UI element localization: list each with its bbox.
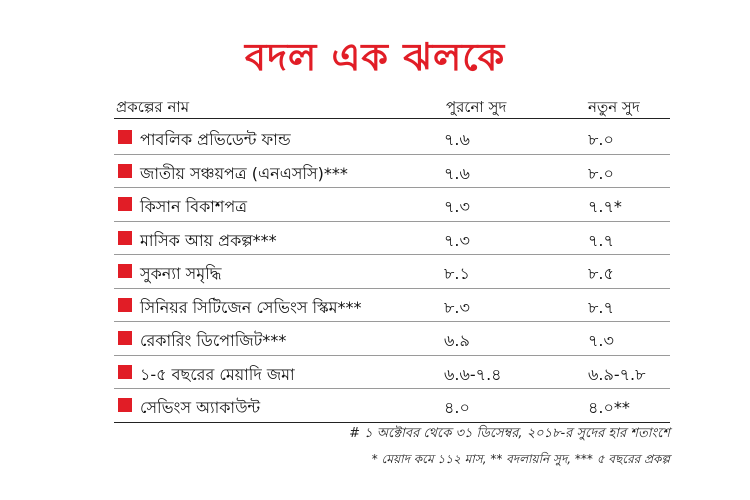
red-square-bullet-icon [118, 197, 132, 211]
red-square-bullet-icon [118, 298, 132, 312]
table-header [114, 94, 670, 119]
red-square-bullet-icon [118, 231, 132, 245]
header-old-rate: পুরনো সুদ [446, 98, 507, 116]
table-row [114, 356, 670, 390]
footnote-rate-period: # ১ অক্টোবর থেকে ৩১ ডিসেম্বর, ২০১৮-র সুদের হার শতাংশে [349, 426, 670, 441]
old-rate: ৬.৬-৭.৪ [444, 364, 502, 384]
scheme-name: রেকারিং ডিপোজিট*** [140, 331, 287, 350]
header-new-rate: নতুন সুদ [588, 98, 640, 116]
old-rate: ৭.৬ [444, 163, 470, 183]
new-rate: ৮.৭ [588, 297, 614, 317]
table-row [114, 188, 670, 222]
scheme-name: সিনিয়র সিটিজেন সেভিংস স্কিম*** [140, 297, 362, 317]
scheme-name: মাসিক আয় প্রকল্প*** [140, 230, 277, 250]
red-square-bullet-icon [118, 331, 132, 345]
old-rate: ৭.৩ [444, 230, 470, 250]
red-square-bullet-icon [118, 365, 132, 379]
new-rate: ৮.০ [588, 163, 614, 183]
scheme-name: সুকন্যা সমৃদ্ধি [140, 264, 222, 283]
old-rate: ৭.৩ [444, 197, 470, 216]
table-row [114, 121, 670, 155]
red-square-bullet-icon [118, 164, 132, 178]
old-rate: ৮.৩ [444, 297, 470, 317]
old-rate: ৮.১ [444, 264, 470, 283]
table-row [114, 322, 670, 356]
old-rate: ৬.৯ [444, 331, 470, 350]
table-row [114, 389, 670, 423]
table-row [114, 222, 670, 256]
red-square-bullet-icon [118, 264, 132, 278]
new-rate: ৮.০ [588, 130, 614, 149]
red-square-bullet-icon [118, 130, 132, 144]
scheme-name: জাতীয় সঞ্চয়পত্র (এনএসসি)*** [140, 163, 348, 183]
header-scheme-name: প্রকল্পের নাম [116, 98, 190, 116]
new-rate: ৭.৭* [588, 197, 622, 216]
old-rate: ৭.৬ [444, 130, 470, 149]
table-row [114, 155, 670, 189]
table-row [114, 289, 670, 323]
new-rate: ৪.০** [588, 398, 630, 417]
new-rate: ৭.৭ [588, 230, 614, 250]
footnote-asterisk-legend: * মেয়াদ কমে ১১২ মাস, ** বদলায়নি সুদ, *** ৫ বছরের প্রকল্প [371, 452, 670, 466]
old-rate: ৪.০ [444, 398, 470, 417]
scheme-name: পাবলিক প্রভিডেন্ট ফান্ড [140, 130, 291, 149]
scheme-name: ১-৫ বছরের মেয়াদি জমা [140, 364, 295, 384]
rates-table-body [114, 121, 670, 423]
new-rate: ৬.৯-৭.৮ [588, 364, 646, 384]
red-square-bullet-icon [118, 398, 132, 412]
scheme-name: কিসান বিকাশপত্র [140, 197, 248, 216]
scheme-name: সেভিংস অ্যাকাউন্ট [140, 398, 261, 417]
new-rate: ৮.৫ [588, 264, 614, 283]
page-title: বদল এক ঝলকে [244, 35, 506, 79]
table-row [114, 255, 670, 289]
new-rate: ৭.৩ [588, 331, 614, 350]
